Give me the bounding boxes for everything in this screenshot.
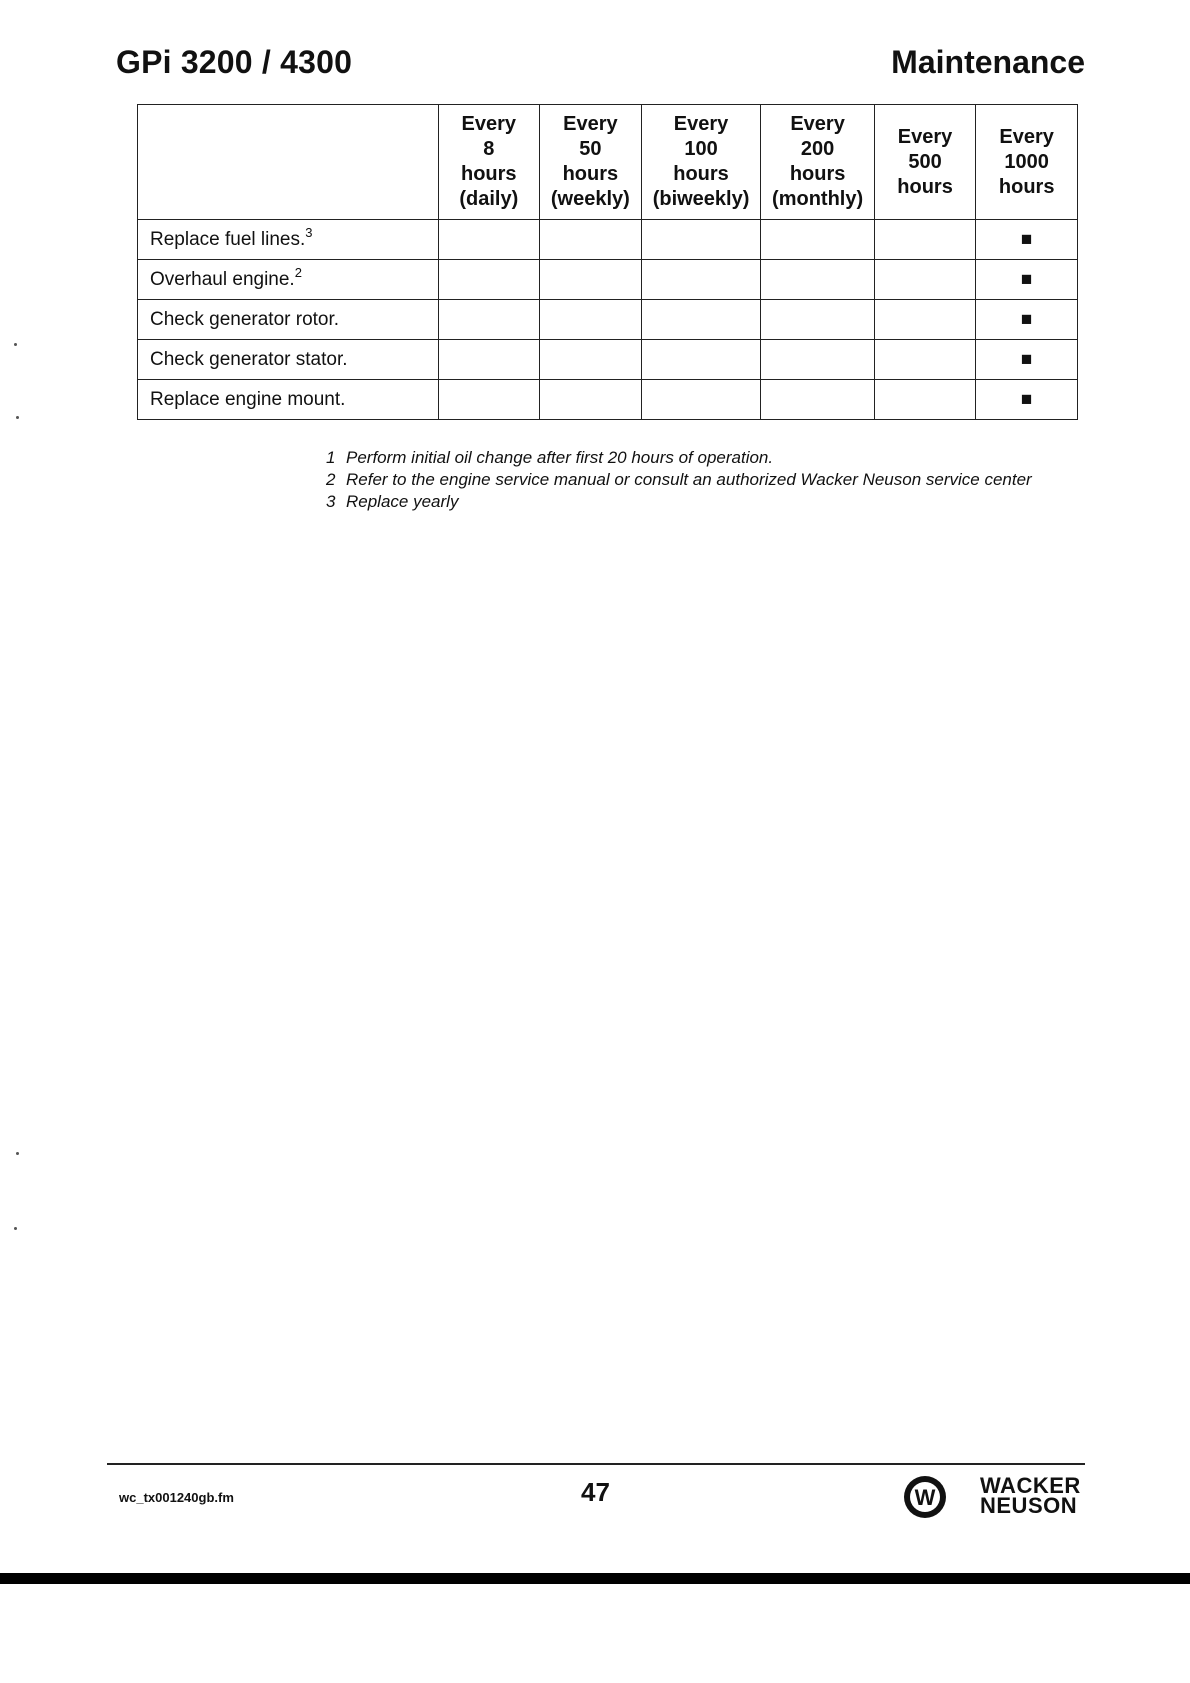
interval-cell [438,300,540,340]
maintenance-schedule-table [137,104,1078,420]
interval-cell: ■ [976,300,1078,340]
interval-cell [641,340,761,380]
table-row [138,300,1078,340]
interval-cell [641,220,761,260]
interval-cell [438,220,540,260]
footnotes [326,447,1032,513]
scan-speck [16,1152,19,1155]
interval-cell [540,380,642,420]
interval-cell [540,300,642,340]
page-number: 47 [581,1477,610,1507]
footer-divider [107,1463,1085,1465]
interval-cell [641,380,761,420]
interval-cell [540,340,642,380]
column-header: Every 1000 hours [976,105,1078,220]
footnote-ref: 2 [294,264,302,280]
footnote: 3 Replace yearly [326,492,459,511]
interval-cell [761,340,874,380]
interval-cell [874,220,976,260]
section-title: Maintenance [891,44,1085,80]
logo-line-2: NEUSON [980,1493,1078,1518]
interval-cell [438,340,540,380]
scan-speck [14,1227,17,1230]
interval-cell [761,260,874,300]
interval-cell [761,220,874,260]
table-row [138,340,1078,380]
interval-cell: ■ [976,260,1078,300]
task-cell: Replace fuel lines.$^3$ [138,220,439,260]
interval-cell [438,260,540,300]
table-row [138,220,1078,260]
interval-cell: ■ [976,340,1078,380]
interval-cell [761,300,874,340]
column-header: Every 200 hours (monthly) [761,105,874,220]
wacker-neuson-logo [902,1474,1087,1520]
column-header: Every 500 hours [874,105,976,220]
page-bottom-bar [0,1573,1190,1584]
interval-cell [874,260,976,300]
logo-line-1: WACKER [980,1473,1081,1498]
table-row [138,380,1078,420]
footnote: 1 Perform initial oil change after first 20 hours of operation. [326,448,774,467]
footnote-ref: 3 [305,224,313,240]
scan-speck [14,343,17,346]
interval-cell [874,340,976,380]
column-header: Every 8 hours (daily) [438,105,540,220]
w-logo-icon [902,1474,948,1520]
document-title: GPi 3200 / 4300 [116,44,353,80]
footnote: 2 Refer to the engine service manual or consult an authorized Wacker Neuson service center [326,470,1032,489]
column-header: Every 100 hours (biweekly) [641,105,761,220]
footer-file-name: wc_tx001240gb.fm [119,1490,234,1505]
svg-text:W: W [914,1485,936,1510]
task-cell: Check generator stator. [138,340,439,380]
interval-cell [874,380,976,420]
interval-cell [438,380,540,420]
interval-cell [641,260,761,300]
interval-cell: ■ [976,220,1078,260]
table-row [138,260,1078,300]
interval-cell [641,300,761,340]
task-cell: Check generator rotor. [138,300,439,340]
interval-cell [874,300,976,340]
interval-cell: ■ [976,380,1078,420]
task-cell: Overhaul engine.$^2$ [138,260,439,300]
interval-cell [761,380,874,420]
interval-cell [540,260,642,300]
task-cell: Replace engine mount. [138,380,439,420]
column-header: Every 50 hours (weekly) [540,105,642,220]
scan-speck [16,416,19,419]
interval-cell [540,220,642,260]
table-header-row [138,105,1078,220]
task-column-header [138,105,439,220]
